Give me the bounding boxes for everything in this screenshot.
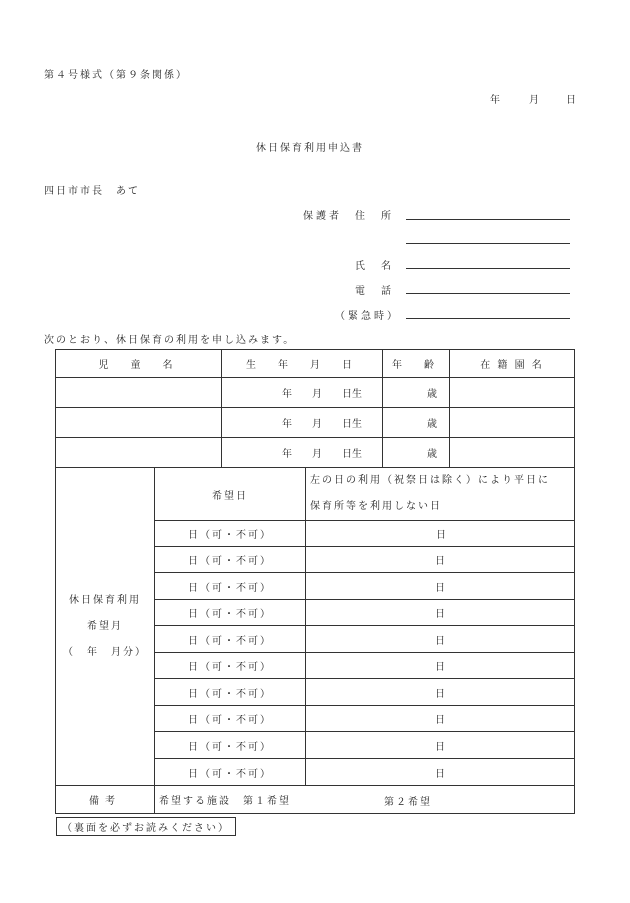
request-table — [55, 467, 575, 814]
header-birthdate: 生 年 月 日 — [222, 350, 383, 378]
guardian-name-label: 氏 名 — [355, 261, 394, 272]
hope-date-cell[interactable]: 日（可・不可） — [155, 573, 306, 600]
second-choice-facility: 第２希望 — [384, 797, 432, 808]
footer-notice: （裏面を必ずお読みください） — [56, 817, 236, 836]
child-name-cell[interactable] — [56, 438, 222, 468]
age-cell[interactable]: 歳 — [383, 438, 450, 468]
hope-date-cell[interactable]: 日（可・不可） — [155, 653, 306, 679]
request-label-line-1: 休日保育利用 — [69, 594, 141, 606]
table-row — [56, 438, 575, 468]
header-age: 年 齢 — [383, 350, 450, 378]
first-choice-facility: 希望する施設 第１希望 — [159, 796, 291, 807]
weekday-cell[interactable]: 日 — [306, 600, 575, 626]
date-day-label: 日 — [566, 95, 576, 106]
addressee: 四日市市長 あて — [44, 186, 140, 197]
header-weekday-line-2: 保育所等を利用しない日 — [310, 501, 442, 512]
weekday-cell[interactable]: 日 — [306, 759, 575, 786]
birthdate-cell[interactable]: 年 月 日生 — [222, 438, 383, 468]
address-line-1[interactable] — [406, 219, 570, 220]
weekday-cell[interactable]: 日 — [306, 653, 575, 679]
request-label-line-2: 希望月 — [87, 620, 123, 632]
child-name-cell[interactable] — [56, 378, 222, 408]
hope-date-cell[interactable]: 日（可・不可） — [155, 521, 306, 547]
emergency-phone-line[interactable] — [406, 318, 570, 319]
name-line[interactable] — [406, 268, 570, 269]
form-number: 第４号様式（第９条関係） — [44, 70, 188, 81]
weekday-cell[interactable]: 日 — [306, 573, 575, 600]
hope-date-cell[interactable]: 日（可・不可） — [155, 679, 306, 706]
birthdate-cell[interactable]: 年 月 日生 — [222, 408, 383, 438]
hope-date-cell[interactable]: 日（可・不可） — [155, 626, 306, 653]
weekday-cell[interactable]: 日 — [306, 706, 575, 732]
weekday-cell[interactable]: 日 — [306, 626, 575, 653]
birthdate-cell[interactable]: 年 月 日生 — [222, 378, 383, 408]
weekday-cell[interactable]: 日 — [306, 547, 575, 573]
remarks-cell[interactable] — [155, 786, 575, 814]
guardian-address-label: 保護者 住 所 — [303, 211, 394, 222]
guardian-phone-label: 電 話 — [355, 286, 394, 297]
header-weekday-line-1: 左の日の利用（祝祭日は除く）により平日に — [310, 475, 550, 486]
weekday-cell[interactable]: 日 — [306, 679, 575, 706]
date-month-label: 月 — [529, 95, 539, 106]
hope-date-cell[interactable]: 日（可・不可） — [155, 759, 306, 786]
school-cell[interactable] — [450, 438, 575, 468]
document-title: 休日保育利用申込書 — [256, 143, 364, 154]
hope-date-cell[interactable]: 日（可・不可） — [155, 706, 306, 732]
header-school: 在 籍 園 名 — [450, 350, 575, 378]
header-child-name: 児 童 名 — [56, 350, 222, 378]
child-table — [55, 349, 575, 468]
request-month-label — [56, 468, 155, 786]
address-line-2[interactable] — [406, 243, 570, 244]
school-cell[interactable] — [450, 408, 575, 438]
guardian-emergency-label: （緊急時） — [335, 311, 400, 322]
table-row — [56, 378, 575, 408]
school-cell[interactable] — [450, 378, 575, 408]
child-name-cell[interactable] — [56, 408, 222, 438]
hope-date-cell[interactable]: 日（可・不可） — [155, 600, 306, 626]
intro-text: 次のとおり、休日保育の利用を申し込みます。 — [44, 335, 296, 346]
phone-line[interactable] — [406, 293, 570, 294]
age-cell[interactable]: 歳 — [383, 408, 450, 438]
date-year-label: 年 — [490, 95, 500, 106]
table-row — [56, 408, 575, 438]
remarks-label: 備考 — [56, 786, 155, 814]
header-weekday-not-used — [306, 468, 575, 521]
weekday-cell[interactable]: 日 — [306, 732, 575, 759]
hope-date-cell[interactable]: 日（可・不可） — [155, 732, 306, 759]
request-label-line-3[interactable]: （ 年 月分） — [63, 646, 147, 658]
age-cell[interactable]: 歳 — [383, 378, 450, 408]
header-hope-date: 希望日 — [155, 468, 306, 521]
hope-date-cell[interactable]: 日（可・不可） — [155, 547, 306, 573]
weekday-cell[interactable]: 日 — [306, 521, 575, 547]
